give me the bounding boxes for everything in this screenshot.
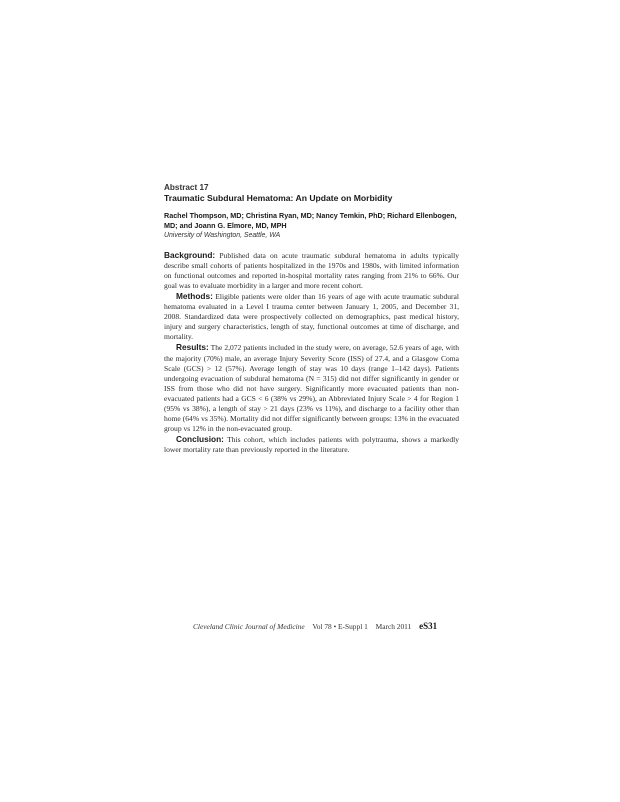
- abstract: [164, 182, 459, 455]
- conclusion-label: Conclusion:: [176, 434, 224, 445]
- journal-volume: Vol 78 • E-Suppl 1: [312, 622, 368, 631]
- abstract-body: [164, 250, 459, 456]
- results-label: Results:: [176, 342, 209, 353]
- background-label: Background:: [164, 249, 216, 260]
- issue-date: March 2011: [375, 622, 412, 631]
- conclusion-paragraph: [164, 434, 459, 455]
- affiliation: University of Washington, Seattle, WA: [164, 231, 281, 239]
- methods-paragraph: [164, 291, 459, 342]
- page-footer: [193, 621, 463, 631]
- abstract-number: Abstract 17: [164, 183, 209, 192]
- journal-name: Cleveland Clinic Journal of Medicine: [193, 622, 305, 631]
- abstract-title: Traumatic Subdural Hematoma: An Update on Morbidity: [164, 193, 393, 203]
- results-paragraph: [164, 342, 459, 434]
- page-number: eS31: [419, 621, 438, 631]
- methods-text: Eligible patients were older than 16 years of age with acute traumatic subdural hematoma evaluated in a Level I trauma center between January 1, 2005, and December 31, 2008. Standardized data were prospectively collected on demographics, past medical history, injury and surgery characteristics, length of stay, functional outcomes at time of discharge, and mortality.: [164, 291, 459, 342]
- results-text: The 2,072 patients included in the study were, on average, 52.6 years of age, with the majority (70%) male, an average Injury Severity Score (ISS) of 27.4, and a Glasgow Coma Scale (GCS) > 12 (57%). Average length of stay was 10 days (range 1–142 days). Patients undergoing evacuation of subdural hematoma (N = 315) did not differ significantly in gender or ISS from those who did not have surgery. Significantly more evacuated patients than non-evacuated patients had a GCS < 6 (38% vs 29%), an Abbreviated Injury Scale > 4 for Region 1 (95% vs 38%), a length of stay > 21 days (23% vs 11%), and discharge to a facility other than home (64% vs 35%). Mortality did not differ significantly between groups: 13% in the evacuated group vs 12% in the non-evacuated group.: [164, 343, 459, 434]
- background-paragraph: [164, 250, 459, 291]
- background-text: Published data on acute traumatic subdural hematoma in adults typically describe small cohorts of patients hospitalized in the 1970s and 1980s, with limited information on functional outcomes and reported in-hospital mortality rates ranging from 21% to 66%. Our goal was to evaluate morbidity in a larger and more recent cohort.: [164, 250, 459, 290]
- conclusion-text: This cohort, which includes patients with polytrauma, shows a markedly lower mortality rate than previously reported in the literature.: [164, 435, 459, 455]
- author-list: Rachel Thompson, MD; Christina Ryan, MD; Nancy Temkin, PhD; Richard Ellenbogen, MD; and Joann G. Elmore, MD, MPH: [164, 211, 457, 230]
- methods-label: Methods:: [176, 290, 213, 301]
